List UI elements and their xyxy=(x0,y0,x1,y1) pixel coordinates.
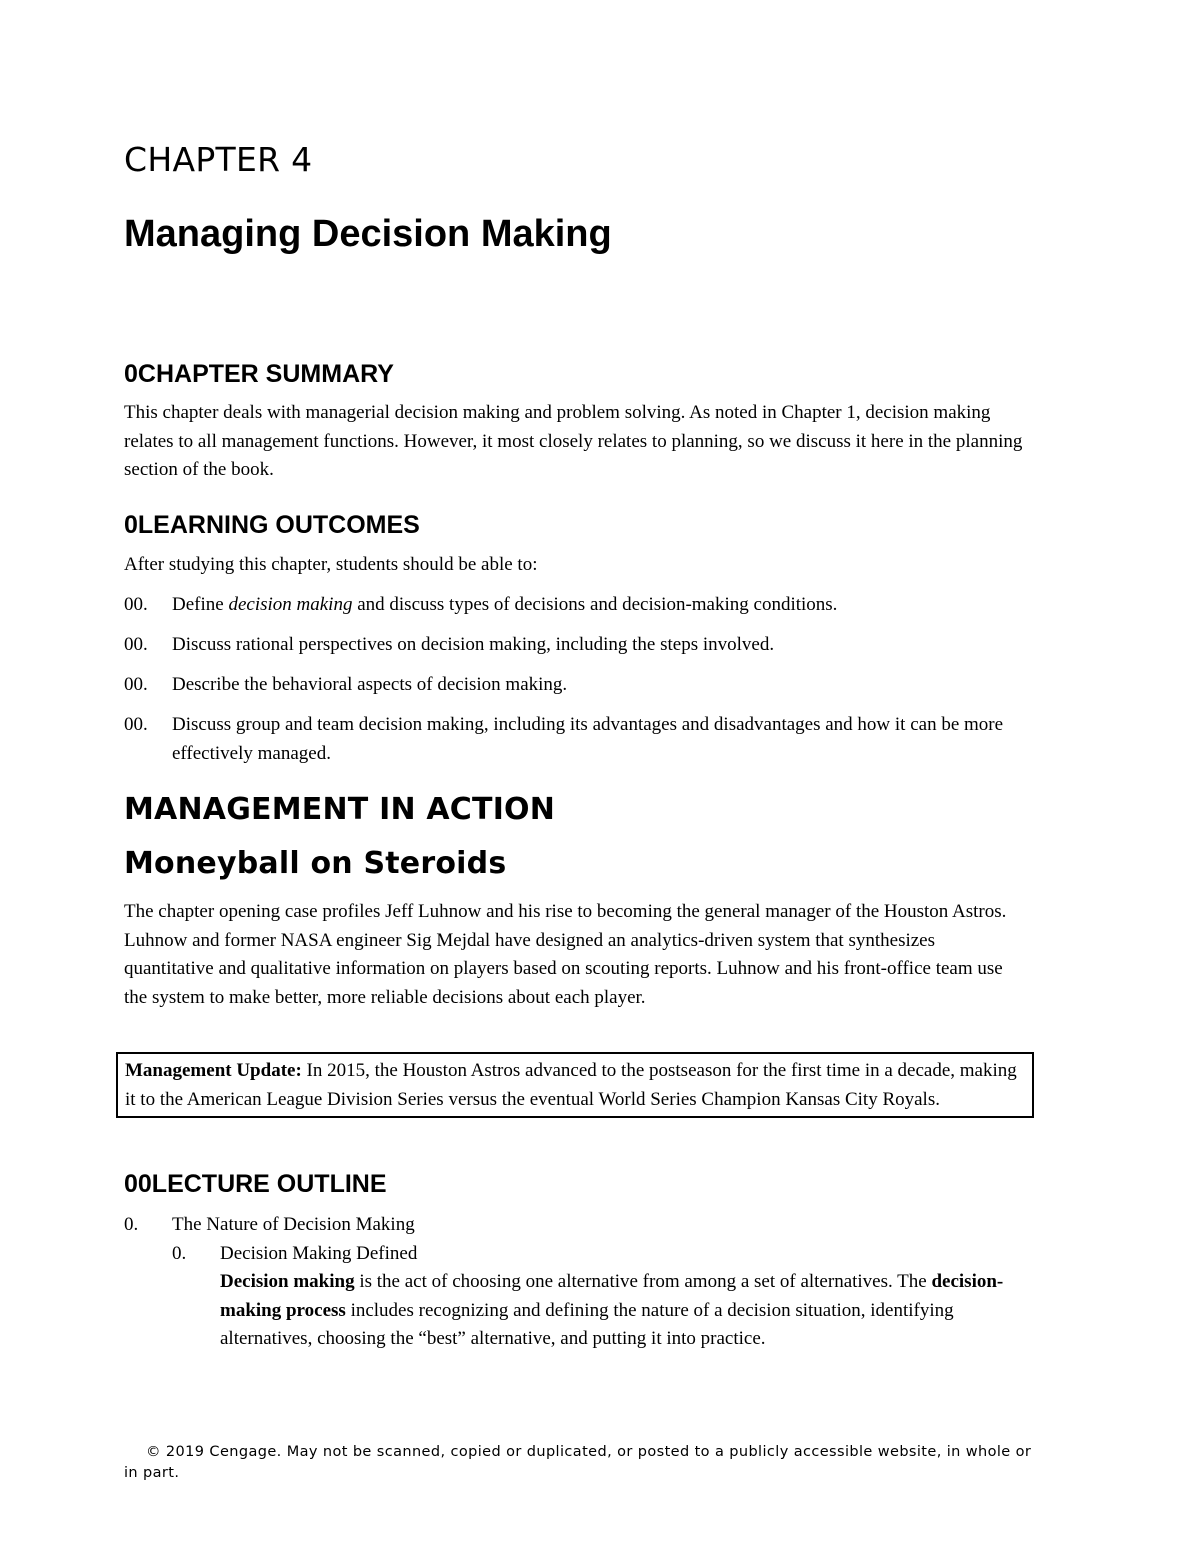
outline-level2-item xyxy=(172,1240,1034,1269)
learning-outcomes-list xyxy=(124,591,1024,780)
case-text: The chapter opening case profiles Jeff Luhnow and his rise to becoming the general manager of the Houston Astros. Luhnow and former NASA engineer Sig Mejdal have designed an analytics-driven system that synthesizes quantitative and qualitative information on players based on scouting reports. Luhnow and his front-office team use the system to make better, more reliable decisions about each player. xyxy=(124,901,1007,1008)
copyright-text: © 2019 Cengage. May not be scanned, copied or duplicated, or posted to a publicly accessible website, in whole or in part. xyxy=(124,1444,1032,1481)
outline-level2-text: Decision Making Defined xyxy=(220,1242,418,1264)
list-item-number: 00. xyxy=(124,714,148,735)
lecture-outline xyxy=(124,1211,1034,1354)
outline-level1-text: The Nature of Decision Making xyxy=(172,1214,415,1235)
list-item xyxy=(124,671,1024,700)
emphasized-term: decision making xyxy=(228,594,353,615)
list-item-number: 00. xyxy=(124,634,148,655)
list-item-number: 00. xyxy=(124,674,148,695)
list-item-text: Discuss rational perspectives on decision making, including the steps involved. xyxy=(172,634,775,655)
outline-level2-number: 0. xyxy=(172,1242,187,1264)
lecture-outline-heading: 00LECTURE OUTLINE xyxy=(124,1170,387,1198)
list-item xyxy=(124,711,1024,768)
list-item xyxy=(124,591,1024,620)
outline-level1-item xyxy=(124,1211,1034,1240)
chapter-label: CHAPTER 4 xyxy=(124,140,313,179)
list-item-number: 00. xyxy=(124,594,148,615)
management-in-action-heading: MANAGEMENT IN ACTION xyxy=(124,792,556,827)
chapter-title: Managing Decision Making xyxy=(124,213,612,255)
key-term: Decision making xyxy=(220,1271,355,1292)
list-item-text: Discuss group and team decision making, including its advantages and disadvantages and how it can be more effectively managed. xyxy=(172,714,1004,764)
learning-outcomes-heading: 0LEARNING OUTCOMES xyxy=(124,511,420,539)
management-update-text: In 2015, the Houston Astros advanced to the postseason for the first time in a decade, making it to the American League Division Series versus the eventual World Series Champion Kansas City Royals. xyxy=(125,1060,1017,1110)
key-term: decision-making process xyxy=(220,1271,1004,1321)
list-item-text: Define decision making and discuss types of decisions and decision-making conditions. xyxy=(172,594,838,615)
management-update-label: Management Update: xyxy=(125,1060,302,1081)
list-item-text: Describe the behavioral aspects of decision making. xyxy=(172,674,568,695)
chapter-summary-text: This chapter deals with managerial decision making and problem solving. As noted in Chapter 1, decision making relates to all management functions. However, it most closely relates to planning, so we discuss it here in the planning section of the book. xyxy=(124,402,1023,480)
list-item xyxy=(124,631,1024,660)
learning-outcomes-intro: After studying this chapter, students should be able to: xyxy=(124,554,538,575)
outline-body-text: Decision making is the act of choosing one alternative from among a set of alternatives. The decision-making process includes recognizing and defining the nature of a decision situation, identifying alternatives, choosing the “best” alternative, and putting it into practice. xyxy=(220,1271,1004,1349)
outline-level1-number: 0. xyxy=(124,1214,139,1235)
management-update-box xyxy=(116,1052,1034,1118)
chapter-summary-heading: 0CHAPTER SUMMARY xyxy=(124,360,394,388)
case-title: Moneyball on Steroids xyxy=(124,846,507,881)
copyright-footer xyxy=(124,1442,1034,1484)
